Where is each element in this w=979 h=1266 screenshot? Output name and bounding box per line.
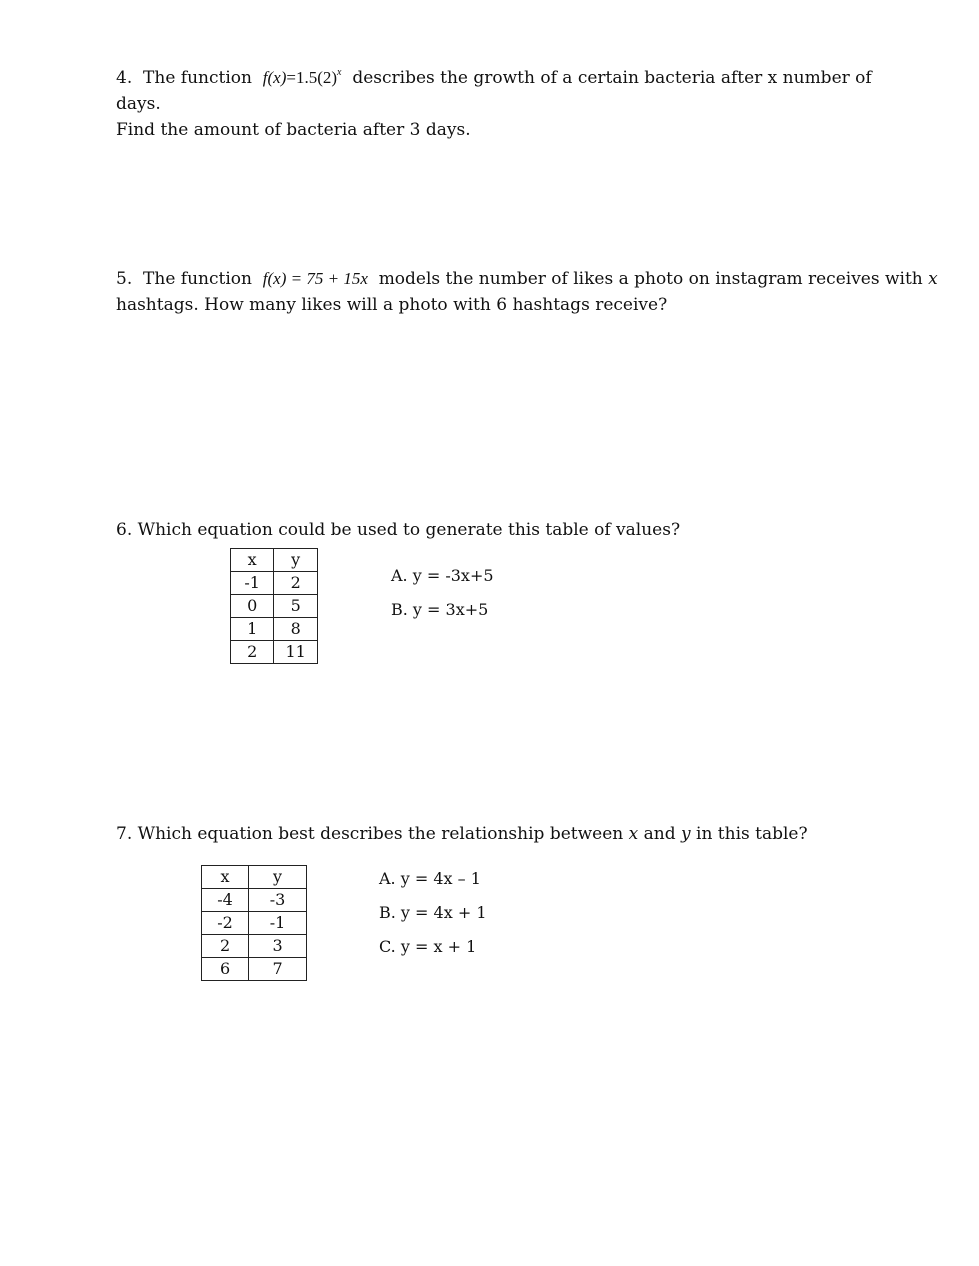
question-7-table [201, 865, 307, 981]
table-cell-y: 8 [274, 618, 318, 641]
table-header-y: y [274, 549, 318, 572]
question-6-option-b: B. y = 3x+5 [391, 600, 489, 619]
table-row [202, 935, 307, 958]
question-5-prefix: The function [143, 269, 252, 289]
table-cell-x: -2 [202, 912, 249, 935]
table-cell-x: 2 [231, 641, 274, 664]
question-4 [116, 60, 916, 143]
table-cell-x: 0 [231, 595, 274, 618]
question-5-suffix: models the number of likes a photo on instagram receives with [378, 269, 923, 289]
table-row [231, 595, 318, 618]
question-7-text [116, 821, 916, 847]
question-6-text: 6. Which equation could be used to generate this table of values? [116, 520, 681, 540]
table-cell-y: 7 [249, 958, 307, 981]
table-cell-x: -4 [202, 889, 249, 912]
table-header-x: x [231, 549, 274, 572]
question-6-option-a: A. y = -3x+5 [391, 566, 494, 585]
question-4-line-2: Find the amount of bacteria after 3 days. [116, 120, 471, 140]
question-5-number: 5. [116, 269, 133, 289]
question-5 [116, 266, 938, 318]
question-7-option-c: C. y = x + 1 [379, 937, 477, 956]
table-row [231, 641, 318, 664]
question-5-line-1 [116, 266, 938, 292]
table-cell-y: 2 [274, 572, 318, 595]
question-4-line-1 [116, 60, 916, 117]
table-cell-y: 3 [249, 935, 307, 958]
table-header-x: x [202, 866, 249, 889]
question-7-var-y: y [681, 824, 691, 844]
table-header-row [231, 549, 318, 572]
table-cell-x: 2 [202, 935, 249, 958]
table-cell-y: -3 [249, 889, 307, 912]
question-5-variable: x [928, 269, 938, 289]
question-4-number: 4. [116, 68, 133, 88]
table-row [202, 958, 307, 981]
question-4-suffix: describes the growth of a certain bacteria after x number of days. [116, 68, 872, 114]
question-7-var-x: x [628, 824, 639, 844]
question-6-table [230, 548, 318, 664]
table-row [231, 572, 318, 595]
question-7-option-a: A. y = 4x – 1 [379, 869, 481, 888]
question-4-function-exponent: x [337, 67, 342, 78]
question-7-option-b: B. y = 4x + 1 [379, 903, 487, 922]
table-cell-x: -1 [231, 572, 274, 595]
table-row [231, 618, 318, 641]
table-cell-x: 6 [202, 958, 249, 981]
table-cell-y: 11 [274, 641, 318, 664]
question-4-function-equals: = [286, 68, 296, 87]
table-cell-y: -1 [249, 912, 307, 935]
question-7-suffix: in this table? [696, 824, 808, 844]
table-row [202, 889, 307, 912]
table-row [202, 912, 307, 935]
table-header-row [202, 866, 307, 889]
question-7-prefix: 7. Which equation best describes the relationship between [116, 824, 624, 844]
table-header-y: y [249, 866, 307, 889]
question-4-prefix: The function [143, 68, 252, 88]
table-cell-x: 1 [231, 618, 274, 641]
question-7-and: and [643, 824, 676, 844]
question-5-function: f(x) = 75 + 15x [262, 269, 368, 288]
question-4-function-rhs: 1.5(2) [295, 68, 338, 87]
table-cell-y: 5 [274, 595, 318, 618]
question-4-function-lhs: f(x) [262, 68, 287, 87]
question-4-function [263, 68, 342, 87]
question-5-line-2: hashtags. How many likes will a photo with 6 hashtags receive? [116, 295, 668, 315]
